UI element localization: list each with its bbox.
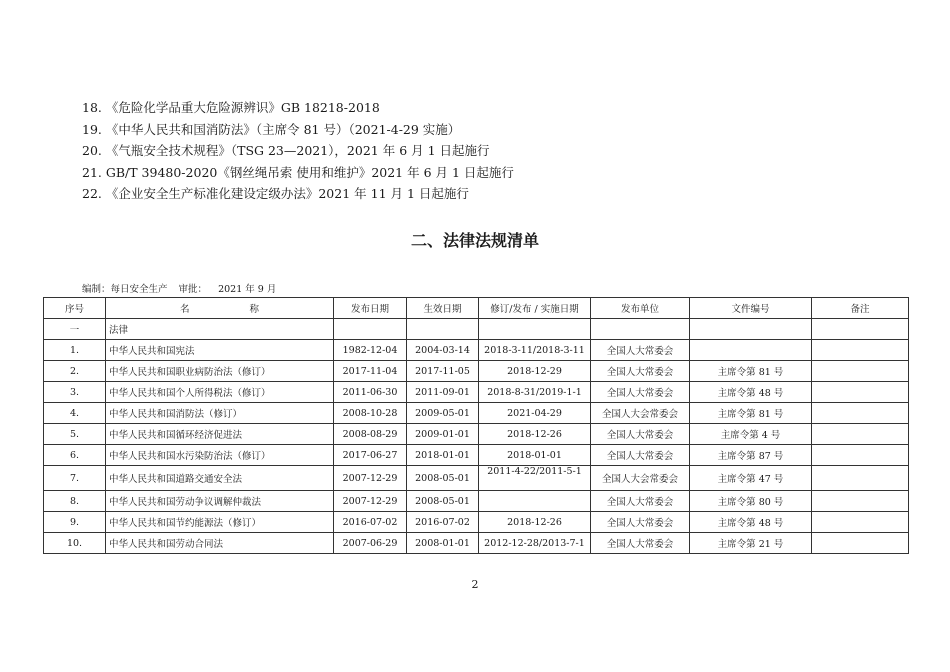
category-name: 法律	[106, 319, 334, 340]
header-revised: 修订/发布 / 实施日期	[479, 298, 591, 319]
row-issuer: 全国人大常委会	[591, 424, 690, 445]
row-seq: 7.	[44, 466, 106, 491]
row-issuer: 全国人大会常委会	[591, 403, 690, 424]
row-name: 中华人民共和国个人所得税法（修订）	[106, 382, 334, 403]
row-effective: 2011-09-01	[407, 382, 479, 403]
row-effective: 2017-11-05	[407, 361, 479, 382]
header-name	[106, 298, 334, 319]
row-issuer: 全国人大常委会	[591, 340, 690, 361]
row-effective: 2009-05-01	[407, 403, 479, 424]
row-seq: 10.	[44, 533, 106, 554]
row-note	[812, 466, 909, 491]
row-published: 1982-12-04	[334, 340, 407, 361]
row-issuer: 全国人大常委会	[591, 445, 690, 466]
row-effective: 2004-03-14	[407, 340, 479, 361]
row-published: 2008-10-28	[334, 403, 407, 424]
section-title: 二、法律法规清单	[410, 231, 539, 250]
row-effective: 2018-01-01	[407, 445, 479, 466]
row-name: 中华人民共和国循环经济促进法	[106, 424, 334, 445]
page-number: 2	[471, 578, 479, 591]
row-doc-no: 主席令第 80 号	[690, 491, 812, 512]
row-issuer: 全国人大常委会	[591, 533, 690, 554]
row-effective: 2008-01-01	[407, 533, 479, 554]
row-revised: 2018-12-26	[479, 424, 591, 445]
row-seq: 9.	[44, 512, 106, 533]
table-row	[44, 424, 909, 445]
table-row	[44, 340, 909, 361]
row-note	[812, 340, 909, 361]
row-published: 2017-06-27	[334, 445, 407, 466]
row-published: 2007-12-29	[334, 466, 407, 491]
row-seq: 3.	[44, 382, 106, 403]
row-doc-no: 主席令第 4 号	[690, 424, 812, 445]
date-label: 2021 年 9 月	[218, 284, 277, 295]
row-revised: 2018-12-29	[479, 361, 591, 382]
row-published: 2011-06-30	[334, 382, 407, 403]
row-issuer: 全国人大会常委会	[591, 466, 690, 491]
reference-item: 21. GB/T 39480-2020《钢丝绳吊索 使用和维护》2021 年 6 月 1 日起施行	[82, 164, 514, 180]
row-published: 2007-12-29	[334, 491, 407, 512]
row-note	[812, 445, 909, 466]
category-row	[44, 319, 909, 340]
table-row	[44, 512, 909, 533]
row-doc-no: 主席令第 81 号	[690, 361, 812, 382]
document-meta	[82, 281, 284, 295]
row-revised: 2018-3-11/2018-3-11	[479, 340, 591, 361]
row-name: 中华人民共和国劳动争议调解仲裁法	[106, 491, 334, 512]
row-note	[812, 403, 909, 424]
row-effective: 2016-07-02	[407, 512, 479, 533]
row-doc-no: 主席令第 21 号	[690, 533, 812, 554]
row-revised: 2012-12-28/2013-7-1	[479, 533, 591, 554]
table-row	[44, 466, 909, 491]
row-note	[812, 491, 909, 512]
table-row	[44, 491, 909, 512]
row-doc-no	[690, 340, 812, 361]
row-issuer: 全国人大常委会	[591, 382, 690, 403]
table-row	[44, 361, 909, 382]
row-published: 2008-08-29	[334, 424, 407, 445]
row-name: 中华人民共和国职业病防治法（修订）	[106, 361, 334, 382]
row-seq: 6.	[44, 445, 106, 466]
category-seq: 一	[44, 319, 106, 340]
row-effective: 2009-01-01	[407, 424, 479, 445]
row-published: 2017-11-04	[334, 361, 407, 382]
row-doc-no: 主席令第 87 号	[690, 445, 812, 466]
editor-label: 编制：每日安全生产	[82, 284, 168, 295]
reference-list	[82, 97, 514, 205]
reference-item: 18. 《危险化学品重大危险源辨识》GB 18218-2018	[82, 100, 380, 115]
table-row	[44, 382, 909, 403]
row-seq: 2.	[44, 361, 106, 382]
row-doc-no: 主席令第 47 号	[690, 466, 812, 491]
row-seq: 8.	[44, 491, 106, 512]
approver-label: 审批：	[178, 284, 208, 295]
table-header-row	[44, 298, 909, 319]
row-seq: 4.	[44, 403, 106, 424]
reference-item: 19. 《中华人民共和国消防法》（主席令 81 号）（2021-4-29 实施）	[82, 121, 461, 137]
header-seq: 序号	[44, 298, 106, 319]
row-published: 2016-07-02	[334, 512, 407, 533]
row-seq: 1.	[44, 340, 106, 361]
row-note	[812, 361, 909, 382]
row-doc-no: 主席令第 48 号	[690, 382, 812, 403]
table-row	[44, 403, 909, 424]
row-effective: 2008-05-01	[407, 466, 479, 491]
row-doc-no: 主席令第 48 号	[690, 512, 812, 533]
row-issuer: 全国人大常委会	[591, 361, 690, 382]
row-revised: 2018-8-31/2019-1-1	[479, 382, 591, 403]
reference-item: 20. 《气瓶安全技术规程》（TSG 23—2021），2021 年 6 月 1 日起施行	[82, 143, 490, 158]
row-revised: 2021-04-29	[479, 403, 591, 424]
row-revised: 2018-12-26	[479, 512, 591, 533]
header-note: 备注	[812, 298, 909, 319]
reference-item: 22. 《企业安全生产标准化建设定级办法》2021 年 11 月 1 日起施行	[82, 186, 469, 201]
row-note	[812, 512, 909, 533]
laws-table	[43, 297, 909, 554]
row-name: 中华人民共和国宪法	[106, 340, 334, 361]
row-note	[812, 533, 909, 554]
header-name-a: 名	[179, 304, 190, 315]
header-effective: 生效日期	[407, 298, 479, 319]
row-revised: 2011-4-22/2011-5-1	[479, 466, 591, 491]
row-name: 中华人民共和国节约能源法（修订）	[106, 512, 334, 533]
row-effective: 2008-05-01	[407, 491, 479, 512]
row-issuer: 全国人大常委会	[591, 491, 690, 512]
row-name: 中华人民共和国道路交通安全法	[106, 466, 334, 491]
table-row	[44, 533, 909, 554]
header-name-b: 称	[249, 304, 260, 315]
header-published: 发布日期	[334, 298, 407, 319]
row-name: 中华人民共和国水污染防治法（修订）	[106, 445, 334, 466]
row-note	[812, 424, 909, 445]
row-name: 中华人民共和国劳动合同法	[106, 533, 334, 554]
header-doc-no: 文件编号	[690, 298, 812, 319]
row-issuer: 全国人大常委会	[591, 512, 690, 533]
row-doc-no: 主席令第 81 号	[690, 403, 812, 424]
row-revised	[479, 491, 591, 512]
header-issuer: 发布单位	[591, 298, 690, 319]
row-name: 中华人民共和国消防法（修订）	[106, 403, 334, 424]
row-revised: 2018-01-01	[479, 445, 591, 466]
row-published: 2007-06-29	[334, 533, 407, 554]
row-seq: 5.	[44, 424, 106, 445]
row-note	[812, 382, 909, 403]
table-row	[44, 445, 909, 466]
